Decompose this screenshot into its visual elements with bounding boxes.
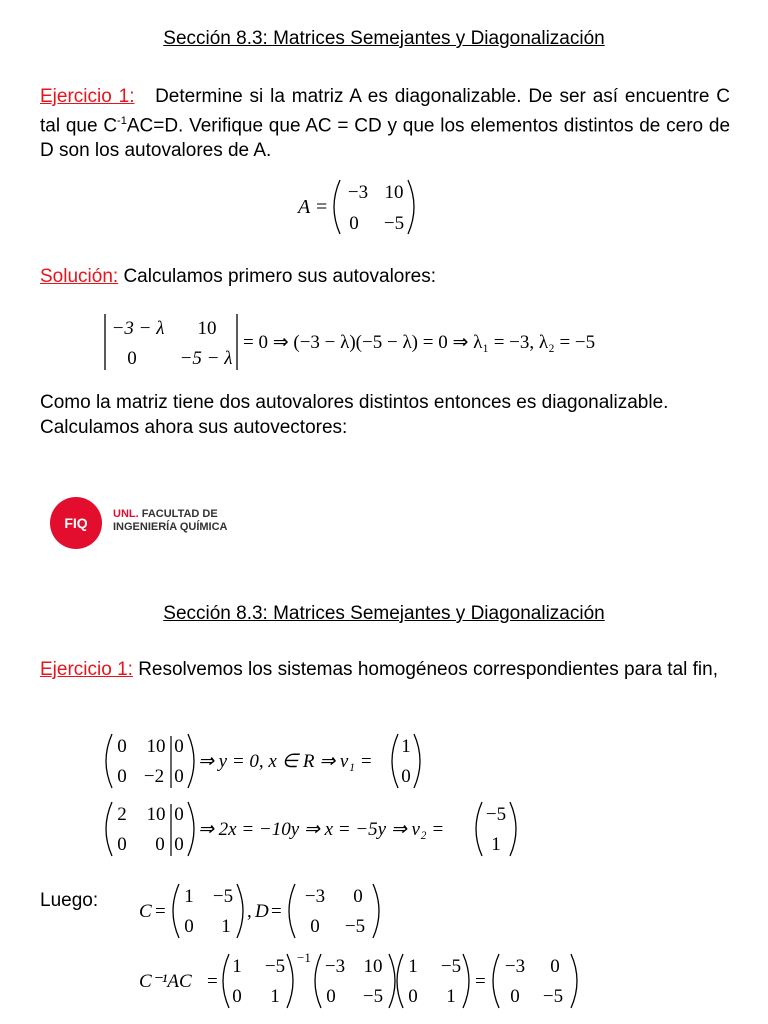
sys2-cell: 2	[117, 804, 127, 825]
sys2-cell: 0	[117, 834, 127, 855]
right-paren	[373, 884, 379, 938]
v-a-cell: 0	[326, 986, 336, 1007]
d-name: D	[255, 901, 269, 922]
equals-sign: =	[316, 196, 328, 218]
left-paren	[334, 180, 340, 234]
right-paren	[237, 884, 243, 938]
matrix-a-cell: 10	[384, 182, 404, 203]
right-paren	[571, 954, 577, 1008]
c-cell: 1	[184, 886, 194, 907]
equals-sign: =	[475, 971, 486, 992]
exercise-statement	[40, 84, 730, 163]
inverse-superscript: −1	[297, 950, 311, 965]
c-cell: 0	[184, 916, 194, 937]
lhs-expression: C⁻¹AC	[139, 971, 192, 992]
left-paren	[173, 884, 179, 938]
left-paren	[106, 802, 112, 856]
v-a-cell: −3	[324, 956, 346, 977]
v-d-cell: −5	[542, 986, 564, 1007]
fiq-logo-circle: FIQ	[50, 497, 102, 549]
v-c-cell: −5	[264, 956, 286, 977]
exercise-label: Ejercicio 1:	[40, 86, 135, 107]
system-2	[100, 798, 540, 860]
v1-entry: 1	[401, 736, 411, 757]
exercise-intro	[40, 657, 730, 682]
c-cell: 1	[221, 916, 231, 937]
v-c2-cell: −5	[440, 956, 462, 977]
sys2-cell: 0	[155, 834, 165, 855]
sys1-cell: 0	[117, 736, 127, 757]
equals-sign: =	[271, 901, 282, 922]
statement-superscript: -1	[117, 115, 127, 127]
c-d-definition	[135, 880, 395, 942]
conclusion-1: Como la matriz tiene dos autovalores distintos entonces es diagonalizable.	[40, 392, 669, 413]
v-c2-cell: 1	[446, 986, 456, 1007]
sys2-cell: 0	[174, 834, 184, 855]
solution-text: Calculamos primero sus autovalores:	[123, 266, 437, 287]
right-paren	[414, 734, 420, 788]
sys1-cell: 10	[146, 736, 166, 757]
unl-brand: UNL	[113, 508, 136, 520]
solution-label: Solución:	[40, 266, 119, 287]
c-name: C	[139, 901, 152, 922]
right-paren	[287, 954, 293, 1008]
v-d-cell: 0	[550, 956, 560, 977]
v-a-cell: 10	[363, 956, 383, 977]
v-c-cell: 1	[270, 986, 280, 1007]
v2-entry: −5	[485, 804, 507, 825]
right-paren	[188, 734, 194, 788]
statement-text-b: AC=D. Verifique que AC = CD y que los elementos distintos de cero de D son los autovalores de A.	[40, 115, 731, 162]
sys2-result: ⇒ 2x = −10y ⇒ x = −5y ⇒ v₂ =	[198, 819, 445, 840]
matrix-a-cell: 0	[349, 213, 359, 234]
v-a-cell: −5	[362, 986, 384, 1007]
comma: ,	[247, 901, 252, 922]
d-cell: 0	[353, 886, 363, 907]
faculty-logo-text	[113, 508, 228, 534]
left-paren	[289, 884, 295, 938]
matrix-a-equation	[290, 176, 430, 238]
left-paren	[392, 734, 398, 788]
left-paren	[223, 954, 229, 1008]
det-cell: 0	[127, 348, 137, 369]
section-title-2: Sección 8.3: Matrices Semejantes y Diagonalización	[163, 603, 605, 624]
left-paren	[315, 954, 321, 1008]
v-c-cell: 1	[232, 956, 242, 977]
v-d-cell: 0	[510, 986, 520, 1007]
sys1-cell: 0	[117, 766, 127, 787]
d-cell: −3	[304, 886, 326, 907]
unl-dot: .	[135, 508, 139, 520]
system-1	[100, 730, 540, 792]
sys1-cell: −2	[143, 766, 165, 787]
left-paren	[397, 954, 403, 1008]
right-paren	[463, 954, 469, 1008]
det-cell: −5 − λ	[179, 348, 233, 369]
sys1-cell: 0	[174, 766, 184, 787]
intro-text: Resolvemos los sistemas homogéneos correspondientes para tal fin,	[138, 659, 718, 680]
statement-text-a: Determine si la matriz A es diagonalizable. De ser así encuentre C tal que C	[40, 86, 730, 137]
d-cell: 0	[310, 916, 320, 937]
faculty-line-2: INGENIERÍA QUÍMICA	[113, 521, 228, 533]
v1-entry: 0	[401, 766, 411, 787]
solution-line	[40, 264, 730, 289]
left-paren	[493, 954, 499, 1008]
sys1-result: ⇒ y = 0, x ∈ R ⇒ v₁ =	[198, 751, 373, 772]
sys2-cell: 0	[174, 804, 184, 825]
det-cell: 10	[197, 318, 217, 339]
determinant-equation	[100, 310, 660, 374]
right-paren	[389, 954, 395, 1008]
equals-sign: =	[155, 901, 166, 922]
exercise-label-2: Ejercicio 1:	[40, 659, 133, 680]
v-c2-cell: 1	[408, 956, 418, 977]
left-paren	[106, 734, 112, 788]
v2-entry: 1	[491, 834, 501, 855]
det-cell: −3 − λ	[111, 318, 165, 339]
sys1-cell: 0	[174, 736, 184, 757]
luego-label: Luego:	[40, 890, 99, 911]
equals-sign: =	[207, 971, 218, 992]
v-c2-cell: 0	[408, 986, 418, 1007]
matrix-a-cell: −5	[383, 213, 405, 234]
left-paren	[476, 802, 482, 856]
d-cell: −5	[344, 916, 366, 937]
right-paren	[408, 180, 414, 234]
conclusion-2: Calculamos ahora sus autovectores:	[40, 417, 348, 438]
sys2-cell: 10	[146, 804, 166, 825]
v-c-cell: 0	[232, 986, 242, 1007]
det-result: = 0 ⇒ (−3 − λ)(−5 − λ) = 0 ⇒ λ₁ = −3, λ₂ = −5	[243, 332, 596, 353]
right-paren	[510, 802, 516, 856]
matrix-a-name: A	[298, 196, 311, 218]
faculty-line-1: FACULTAD DE	[141, 508, 218, 520]
section-title-1: Sección 8.3: Matrices Semejantes y Diagonalización	[163, 28, 605, 49]
matrix-a-cell: −3	[347, 182, 369, 203]
right-paren	[188, 802, 194, 856]
c-cell: −5	[212, 886, 234, 907]
verification-equation	[135, 950, 595, 1012]
v-d-cell: −3	[504, 956, 526, 977]
